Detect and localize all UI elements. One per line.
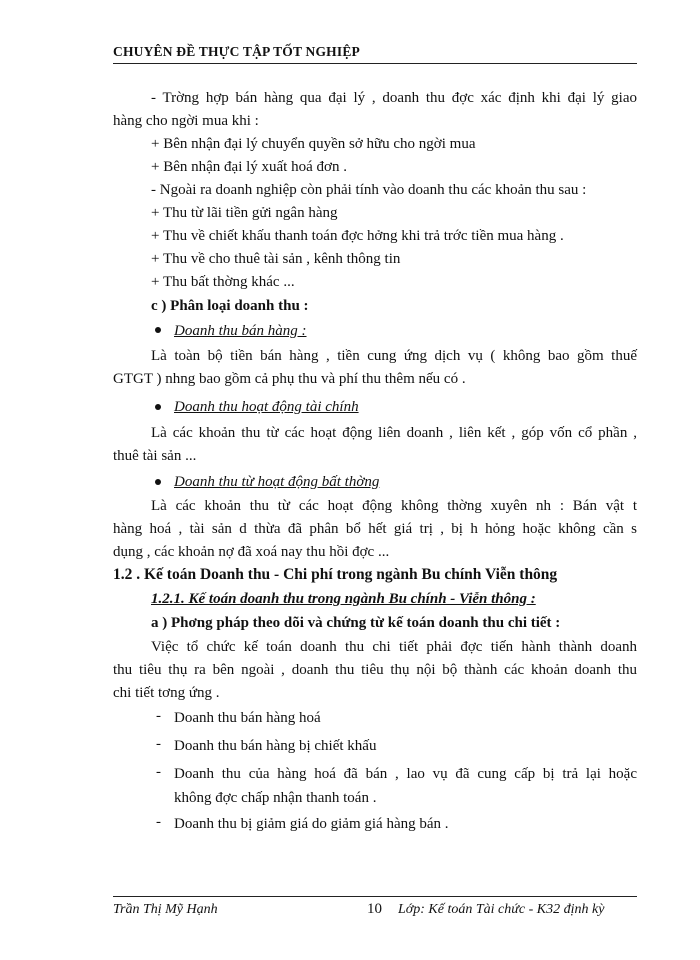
extraordinary-desc-line1: Là các khoản thu từ các hoạt động không thờng xuyên nh : Bán vật t [151, 498, 637, 514]
dash-item-3-line1: Doanh thu của hàng hoá đã bán , lao vụ đã cung cấp bị trả lại hoặc [174, 766, 637, 782]
heading-a-method: a ) Phơng pháp theo dõi và chứng từ kế toán doanh thu chi tiết : [151, 615, 561, 631]
header-rule [113, 63, 637, 64]
bullet-title-sales: Doanh thu bán hàng : [174, 323, 307, 339]
sales-desc-line2: GTGT ) nhng bao gồm cả phụ thu và phí thu thêm nếu có . [113, 371, 466, 387]
extraordinary-desc-line2: hàng hoá , tài sản d thừa đã phân bổ hết giá trị , bị h hỏng hoặc không cần s [113, 521, 637, 537]
bullet-icon [155, 479, 161, 485]
other-revenue-item-4: + Thu bất thờng khác ... [151, 274, 295, 290]
other-revenue-item-1: + Thu từ lãi tiền gửi ngân hàng [151, 205, 338, 221]
dash-item-2: Doanh thu bán hàng bị chiết khấu [174, 738, 377, 754]
footer-class-info: Lớp: Kế toán Tài chức - K32 định kỳ [398, 902, 605, 917]
dash-item-3-line2: không đợc chấp nhận thanh toán . [174, 790, 377, 806]
bullet-title-extraordinary: Doanh thu từ hoạt động bất thờng [174, 474, 380, 490]
footer-rule [113, 896, 637, 897]
method-desc-line1: Việc tổ chức kế toán doanh thu chi tiết phải đợc tiến hành thành doanh [151, 639, 637, 655]
dash-item-4: Doanh thu bị giảm giá do giảm giá hàng bán . [174, 816, 449, 832]
agency-item-2: + Bên nhận đại lý xuất hoá đơn . [151, 159, 347, 175]
footer-author: Trần Thị Mỹ Hạnh [113, 902, 218, 917]
other-revenue-item-2: + Thu về chiết khấu thanh toán đợc hởng khi trả trớc tiền mua hàng . [151, 228, 564, 244]
dash-icon: - [156, 764, 161, 780]
financial-desc-line2: thuê tài sản ... [113, 448, 197, 464]
dash-icon: - [156, 736, 161, 752]
page-header-title: CHUYÊN ĐỀ THỰC TẬP TỐT NGHIỆP [113, 44, 360, 59]
bullet-icon [155, 327, 161, 333]
bullet-title-financial: Doanh thu hoạt động tài chính [174, 399, 359, 415]
para-other-revenue: - Ngoài ra doanh nghiệp còn phải tính vào doanh thu các khoản thu sau : [151, 182, 587, 198]
sales-desc-line1: Là toàn bộ tiền bán hàng , tiền cung ứng dịch vụ ( không bao gồm thuế [151, 348, 637, 364]
other-revenue-item-3: + Thu về cho thuê tài sản , kênh thông tin [151, 251, 401, 267]
footer-page-number: 10 [367, 901, 382, 917]
agency-item-1: + Bên nhận đại lý chuyển quyền sở hữu cho ngời mua [151, 136, 476, 152]
section-1-2-1-heading: 1.2.1. Kế toán doanh thu trong ngành Bu chính - Viễn thông : [151, 591, 536, 607]
dash-item-1: Doanh thu bán hàng hoá [174, 710, 321, 726]
dash-icon: - [156, 708, 161, 724]
method-desc-line3: chi tiết tơng ứng . [113, 685, 220, 701]
heading-c-classification: c ) Phân loại doanh thu : [151, 298, 309, 314]
para-agency-line2: hàng cho ngời mua khi : [113, 113, 259, 129]
dash-icon: - [156, 814, 161, 830]
bullet-icon [155, 404, 161, 410]
section-1-2-heading: 1.2 . Kế toán Doanh thu - Chi phí trong ngành Bu chính Viễn thông [113, 566, 558, 583]
financial-desc-line1: Là các khoản thu từ các hoạt động liên doanh , liên kết , góp vốn cổ phần , [151, 425, 637, 441]
para-agency-line1: - Trờng hợp bán hàng qua đại lý , doanh thu đợc xác định khi đại lý giao [151, 90, 637, 106]
extraordinary-desc-line3: dụng , các khoản nợ đã xoá nay thu hồi đợc ... [113, 544, 390, 560]
method-desc-line2: thu tiêu thụ ra bên ngoài , doanh thu tiêu thụ nội bộ thành các khoản doanh thu [113, 662, 637, 678]
